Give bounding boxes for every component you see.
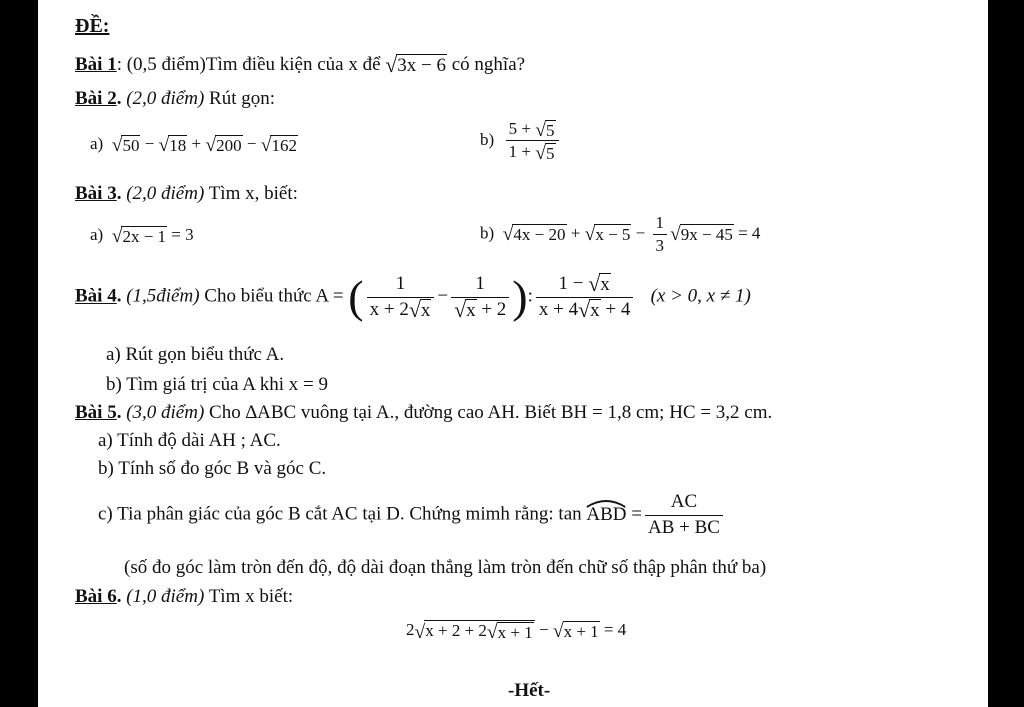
problem-6-equation: [406, 620, 626, 642]
radicand: x − 5: [595, 225, 631, 245]
problem-2b: [480, 118, 562, 164]
radicand: 2x − 1: [122, 226, 167, 246]
sqrt-200: √ 200: [205, 134, 242, 156]
sqrt-term-2: √ x − 5: [584, 224, 631, 246]
radicand: 3x − 6: [397, 55, 446, 77]
radicand: 5: [546, 144, 555, 164]
den-text: + 2: [476, 298, 507, 320]
sqrt-expression: √ 3x − 6: [385, 53, 446, 78]
problem-6-label: Bài 6: [75, 586, 117, 607]
radicand: 50: [122, 135, 140, 155]
problem-5-points: (3,0 điểm): [121, 402, 205, 423]
problem-2: [75, 88, 275, 111]
sqrt-18: √ 18: [158, 134, 187, 156]
problem-6-points: (1,0 điểm): [121, 586, 205, 607]
num-text: 1 −: [558, 273, 589, 294]
den-text: x + 4: [538, 298, 579, 320]
sqrt-outer: √ x + 2 + 2 √ x + 1: [414, 621, 533, 643]
radicand: 4x − 20: [513, 225, 566, 245]
sqrt-50: √ 50: [111, 134, 140, 156]
radicand: x: [466, 299, 476, 321]
exam-page: [38, 0, 988, 707]
problem-4b: b) Tìm giá trị của A khi x = 9: [106, 374, 328, 395]
expression-lhs: A =: [315, 285, 344, 307]
problem-6-dot: .: [116, 586, 122, 607]
radicand: 9x − 45: [680, 225, 733, 245]
numerator: 1: [655, 213, 665, 232]
problem-5: [75, 402, 772, 425]
num-text: 5 +: [508, 119, 536, 138]
operator: −: [242, 134, 261, 153]
problem-2b-label: b): [480, 129, 495, 149]
problem-2-dot: .: [116, 88, 122, 109]
operator: +: [187, 134, 206, 153]
fraction-1: [367, 272, 435, 322]
operator: −: [631, 223, 650, 243]
left-paren: (: [348, 271, 364, 323]
angle-abd: [586, 498, 626, 527]
problem-3a-label: a): [90, 225, 104, 244]
denominator: √ x + 2: [451, 297, 509, 323]
problem-4a: a) Rút gọn biểu thức A.: [106, 344, 285, 365]
problem-5-label: Bài 5: [75, 402, 117, 423]
fraction: [506, 118, 559, 164]
problem-2-label: Bài 2: [75, 88, 117, 109]
fraction-one-third: [653, 212, 668, 257]
numerator: 1 − √ x: [558, 272, 610, 297]
radicand: x + 1: [497, 622, 533, 642]
problem-5c: [98, 490, 726, 540]
problem-3b-label: b): [480, 223, 495, 243]
radicand: x: [590, 299, 600, 321]
den-text: 1 +: [508, 142, 536, 162]
radicand: x: [420, 299, 431, 321]
angle-label: ABD: [586, 503, 627, 525]
numerator: 1: [395, 273, 406, 294]
radicand: x + 1: [563, 621, 599, 641]
equation-rhs: = 4: [599, 620, 627, 640]
problem-1: [75, 54, 525, 77]
fraction-3: [536, 272, 633, 322]
problem-5-note: (số đo góc làm tròn đến độ, độ dài đoạn thẳng làm tròn đến chữ số thập phân thứ ba): [124, 557, 767, 578]
equals: =: [626, 503, 642, 525]
problem-6: [75, 586, 293, 609]
problem-3-text: Tìm x, biết:: [204, 183, 298, 204]
heading: ĐỀ:: [75, 15, 110, 37]
fraction-2: [451, 272, 509, 322]
problem-2a-label: a): [90, 134, 104, 153]
fraction: [645, 490, 723, 540]
problem-5-text: Cho ∆ABC vuông tại A., đường cao AH. Biết BH = 1,8 cm; HC = 3,2 cm.: [204, 402, 773, 423]
operator: −: [437, 285, 449, 307]
problem-5b: b) Tính số đo góc B và góc C.: [98, 458, 327, 479]
operator: −: [140, 134, 159, 153]
numerator: AC: [670, 491, 698, 512]
problem-4-dot: .: [116, 285, 122, 307]
den-text: + 4: [600, 298, 631, 320]
numerator: 1: [475, 273, 485, 294]
radicand: 200: [216, 135, 242, 155]
numerator: 5 + √ 5: [508, 119, 555, 141]
sqrt-term-3: √ 9x − 45: [670, 224, 733, 246]
problem-4-label: Bài 4: [75, 285, 117, 307]
problem-2-points: (2,0 điểm): [121, 88, 205, 109]
problem-3b: [480, 212, 760, 257]
outer-text: x + 2 + 2: [425, 621, 487, 640]
denominator: x + 4 √ x + 4: [536, 297, 633, 323]
sqrt-term-1: √ 4x − 20: [502, 224, 566, 246]
problem-1-text: (0,5 điểm)Tìm điều kiện của x để: [121, 54, 386, 75]
problem-5c-text: c) Tia phân giác của góc B cắt AC tại D. Chứng mimh rằng: tan: [98, 503, 587, 525]
sqrt-inner: √ x + 1: [486, 621, 533, 643]
right-paren: ): [512, 271, 528, 323]
radicand: 18: [169, 135, 187, 155]
problem-1-colon: :: [116, 54, 122, 75]
problem-1-tail: có nghĩa?: [447, 54, 526, 75]
operator: :: [527, 285, 533, 307]
sqrt-expression: √ 2x − 1: [111, 225, 167, 247]
problem-3a: [90, 225, 194, 246]
sqrt-162: √ 162: [260, 134, 297, 156]
coefficient: 2: [406, 620, 415, 640]
problem-3-dot: .: [116, 183, 122, 204]
problem-5-dot: .: [116, 402, 122, 423]
denominator: x + 2 √ x: [367, 297, 435, 323]
denominator: 3: [653, 234, 668, 257]
condition: (x > 0, x ≠ 1): [650, 285, 751, 307]
footer-end: -Hết-: [508, 680, 551, 701]
problem-3-points: (2,0 điểm): [121, 183, 205, 204]
problem-2-text: Rút gọn:: [204, 88, 276, 109]
radicand: x: [600, 274, 610, 296]
radicand: 162: [271, 135, 297, 155]
denominator: 1 + √ 5: [506, 140, 559, 163]
problem-3: [75, 183, 298, 206]
problem-5a: a) Tính độ dài AH ; AC.: [98, 430, 281, 451]
den-text: x + 2: [369, 298, 409, 320]
problem-3-label: Bài 3: [75, 183, 117, 204]
radicand: 5: [546, 120, 555, 140]
equation-rhs: = 4: [733, 223, 761, 243]
operator: −: [534, 620, 553, 640]
equation-rhs: = 3: [167, 225, 194, 244]
problem-4-points: (1,5điểm): [121, 285, 200, 307]
operator: +: [566, 223, 585, 243]
problem-4: [75, 272, 751, 322]
problem-4-text: Cho biểu thức: [199, 285, 316, 307]
sqrt-term: √ x + 1: [552, 620, 599, 642]
denominator: AB + BC: [645, 515, 723, 541]
problem-6-text: Tìm x biết:: [204, 586, 294, 607]
problem-1-label: Bài 1: [75, 54, 117, 75]
problem-2a: [90, 134, 298, 155]
